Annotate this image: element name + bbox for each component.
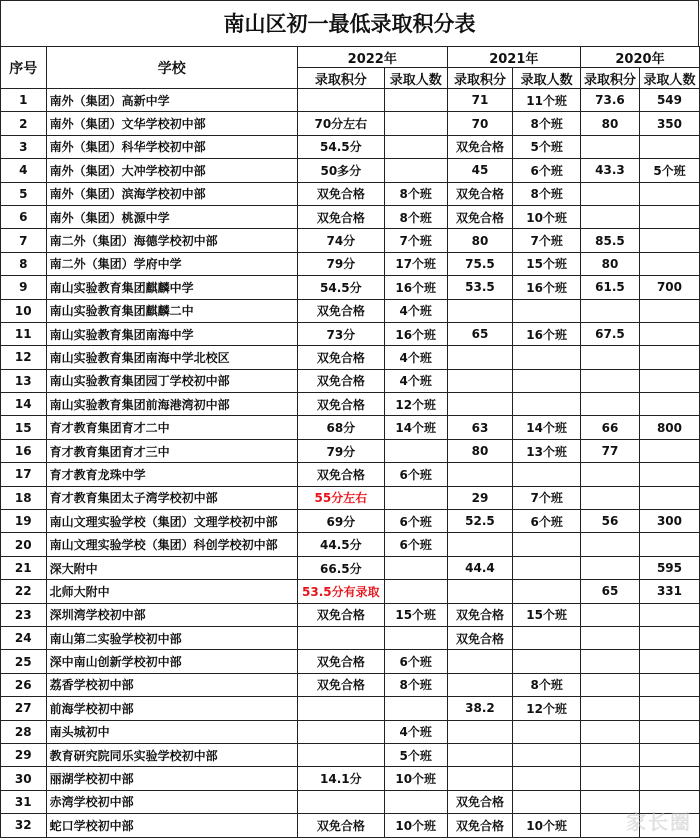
row-count-2021 bbox=[513, 346, 581, 369]
row-score-2020 bbox=[580, 299, 639, 322]
row-count-2021 bbox=[513, 463, 581, 486]
row-score-2021 bbox=[447, 369, 513, 392]
row-score-2021: 双免合格 bbox=[447, 814, 513, 837]
table-row bbox=[1, 276, 700, 299]
row-count-2022: 4个班 bbox=[384, 720, 447, 743]
row-score-2021 bbox=[447, 767, 513, 790]
row-score-2022: 双免合格 bbox=[297, 463, 384, 486]
row-score-2020: 73.6 bbox=[580, 89, 639, 112]
row-score-2022: 79分 bbox=[297, 252, 384, 275]
row-count-2020 bbox=[639, 767, 699, 790]
table-row bbox=[1, 556, 700, 579]
row-seq: 30 bbox=[1, 767, 47, 790]
row-score-2021: 38.2 bbox=[447, 697, 513, 720]
row-count-2022 bbox=[384, 580, 447, 603]
row-count-2022: 6个班 bbox=[384, 510, 447, 533]
row-school: 南外（集团）科华学校初中部 bbox=[46, 135, 297, 158]
row-score-2021: 52.5 bbox=[447, 510, 513, 533]
row-score-2020 bbox=[580, 533, 639, 556]
row-count-2021: 11个班 bbox=[513, 89, 581, 112]
header-school: 学校 bbox=[46, 47, 297, 89]
row-count-2022: 8个班 bbox=[384, 205, 447, 228]
row-score-2020: 43.3 bbox=[580, 159, 639, 182]
row-school: 丽湖学校初中部 bbox=[46, 767, 297, 790]
row-count-2022: 10个班 bbox=[384, 767, 447, 790]
row-count-2021: 5个班 bbox=[513, 135, 581, 158]
row-score-2020: 77 bbox=[580, 439, 639, 462]
row-school: 南山文理实验学校（集团）文理学校初中部 bbox=[46, 510, 297, 533]
table-row bbox=[1, 720, 700, 743]
table-row bbox=[1, 89, 700, 112]
row-count-2020 bbox=[639, 229, 699, 252]
row-score-2020: 65 bbox=[580, 580, 639, 603]
row-count-2021: 16个班 bbox=[513, 276, 581, 299]
row-score-2022: 双免合格 bbox=[297, 299, 384, 322]
row-count-2021: 14个班 bbox=[513, 416, 581, 439]
table-row bbox=[1, 322, 700, 345]
row-score-2021 bbox=[447, 299, 513, 322]
table-row bbox=[1, 439, 700, 462]
row-count-2022 bbox=[384, 439, 447, 462]
row-count-2020 bbox=[639, 463, 699, 486]
row-count-2020: 300 bbox=[639, 510, 699, 533]
row-count-2022: 4个班 bbox=[384, 346, 447, 369]
row-seq: 7 bbox=[1, 229, 47, 252]
header-seq: 序号 bbox=[1, 47, 47, 89]
row-score-2021: 双免合格 bbox=[447, 205, 513, 228]
table-row bbox=[1, 112, 700, 135]
row-count-2022: 8个班 bbox=[384, 673, 447, 696]
row-score-2021: 双免合格 bbox=[447, 626, 513, 649]
row-count-2020 bbox=[639, 603, 699, 626]
row-count-2021 bbox=[513, 767, 581, 790]
row-seq: 11 bbox=[1, 322, 47, 345]
row-score-2021 bbox=[447, 463, 513, 486]
row-count-2022: 15个班 bbox=[384, 603, 447, 626]
row-seq: 20 bbox=[1, 533, 47, 556]
header-count-2020: 录取人数 bbox=[639, 68, 699, 89]
row-count-2021: 10个班 bbox=[513, 814, 581, 837]
row-count-2021 bbox=[513, 580, 581, 603]
row-count-2021: 13个班 bbox=[513, 439, 581, 462]
row-school: 育才教育集团育才二中 bbox=[46, 416, 297, 439]
row-count-2021: 16个班 bbox=[513, 322, 581, 345]
row-seq: 28 bbox=[1, 720, 47, 743]
row-score-2020 bbox=[580, 556, 639, 579]
table-row bbox=[1, 814, 700, 837]
row-seq: 8 bbox=[1, 252, 47, 275]
row-count-2020 bbox=[639, 673, 699, 696]
row-score-2021: 44.4 bbox=[447, 556, 513, 579]
row-score-2022 bbox=[297, 697, 384, 720]
row-score-2020 bbox=[580, 650, 639, 673]
row-score-2020: 80 bbox=[580, 112, 639, 135]
row-count-2020 bbox=[639, 393, 699, 416]
row-score-2021 bbox=[447, 533, 513, 556]
row-count-2020 bbox=[639, 439, 699, 462]
row-school: 南山实验教育集团麒麟二中 bbox=[46, 299, 297, 322]
row-count-2021 bbox=[513, 556, 581, 579]
row-school: 深圳湾学校初中部 bbox=[46, 603, 297, 626]
row-school: 南山实验教育集团前海港湾初中部 bbox=[46, 393, 297, 416]
row-score-2021: 65 bbox=[447, 322, 513, 345]
row-count-2022 bbox=[384, 790, 447, 813]
row-score-2022 bbox=[297, 743, 384, 766]
table-row bbox=[1, 510, 700, 533]
row-score-2022: 14.1分 bbox=[297, 767, 384, 790]
row-score-2021 bbox=[447, 346, 513, 369]
row-count-2020: 700 bbox=[639, 276, 699, 299]
header-year-2021: 2021年 bbox=[447, 47, 580, 68]
row-school: 南山文理实验学校（集团）科创学校初中部 bbox=[46, 533, 297, 556]
row-count-2020 bbox=[639, 743, 699, 766]
row-score-2020 bbox=[580, 393, 639, 416]
row-count-2022: 6个班 bbox=[384, 650, 447, 673]
row-score-2021: 双免合格 bbox=[447, 790, 513, 813]
row-score-2022: 双免合格 bbox=[297, 650, 384, 673]
row-school: 南山实验教育集团麒麟中学 bbox=[46, 276, 297, 299]
row-count-2020: 5个班 bbox=[639, 159, 699, 182]
row-seq: 19 bbox=[1, 510, 47, 533]
row-score-2022 bbox=[297, 89, 384, 112]
row-score-2022: 双免合格 bbox=[297, 369, 384, 392]
row-school: 南山第二实验学校初中部 bbox=[46, 626, 297, 649]
row-score-2022 bbox=[297, 790, 384, 813]
row-count-2020 bbox=[639, 650, 699, 673]
row-count-2020 bbox=[639, 626, 699, 649]
row-seq: 13 bbox=[1, 369, 47, 392]
row-score-2020 bbox=[580, 767, 639, 790]
row-score-2022: 双免合格 bbox=[297, 182, 384, 205]
row-score-2021: 75.5 bbox=[447, 252, 513, 275]
row-seq: 27 bbox=[1, 697, 47, 720]
row-score-2022: 73分 bbox=[297, 322, 384, 345]
row-count-2020 bbox=[639, 182, 699, 205]
row-score-2022: 70分左右 bbox=[297, 112, 384, 135]
row-count-2022: 5个班 bbox=[384, 743, 447, 766]
table-row bbox=[1, 626, 700, 649]
row-score-2022: 双免合格 bbox=[297, 673, 384, 696]
row-count-2020: 800 bbox=[639, 416, 699, 439]
row-count-2020: 331 bbox=[639, 580, 699, 603]
row-school: 深中南山创新学校初中部 bbox=[46, 650, 297, 673]
row-score-2020 bbox=[580, 346, 639, 369]
row-count-2022 bbox=[384, 112, 447, 135]
row-count-2022: 14个班 bbox=[384, 416, 447, 439]
row-count-2021: 8个班 bbox=[513, 112, 581, 135]
row-seq: 31 bbox=[1, 790, 47, 813]
row-seq: 22 bbox=[1, 580, 47, 603]
row-seq: 18 bbox=[1, 486, 47, 509]
table-row bbox=[1, 416, 700, 439]
row-count-2022: 6个班 bbox=[384, 463, 447, 486]
row-count-2022 bbox=[384, 159, 447, 182]
table-row bbox=[1, 299, 700, 322]
row-count-2021 bbox=[513, 626, 581, 649]
row-score-2022: 双免合格 bbox=[297, 814, 384, 837]
row-count-2022 bbox=[384, 135, 447, 158]
row-count-2021: 6个班 bbox=[513, 159, 581, 182]
row-school: 南外（集团）滨海学校初中部 bbox=[46, 182, 297, 205]
row-score-2022: 双免合格 bbox=[297, 205, 384, 228]
row-count-2022 bbox=[384, 486, 447, 509]
row-score-2021: 双免合格 bbox=[447, 603, 513, 626]
row-count-2021 bbox=[513, 650, 581, 673]
row-seq: 32 bbox=[1, 814, 47, 837]
row-count-2020: 350 bbox=[639, 112, 699, 135]
row-score-2020 bbox=[580, 486, 639, 509]
row-seq: 14 bbox=[1, 393, 47, 416]
table-row bbox=[1, 369, 700, 392]
row-score-2022: 双免合格 bbox=[297, 393, 384, 416]
table-row bbox=[1, 767, 700, 790]
row-seq: 17 bbox=[1, 463, 47, 486]
table-row bbox=[1, 393, 700, 416]
row-school: 蛇口学校初中部 bbox=[46, 814, 297, 837]
row-count-2022 bbox=[384, 697, 447, 720]
table-row bbox=[1, 790, 700, 813]
row-count-2022: 17个班 bbox=[384, 252, 447, 275]
row-score-2021: 80 bbox=[447, 229, 513, 252]
header-year-2022: 2022年 bbox=[297, 47, 447, 68]
row-score-2021: 45 bbox=[447, 159, 513, 182]
row-count-2021: 8个班 bbox=[513, 673, 581, 696]
row-count-2021: 12个班 bbox=[513, 697, 581, 720]
row-score-2020 bbox=[580, 720, 639, 743]
row-score-2021: 80 bbox=[447, 439, 513, 462]
row-school: 南山实验教育集团南海中学 bbox=[46, 322, 297, 345]
row-count-2021: 15个班 bbox=[513, 252, 581, 275]
row-count-2020 bbox=[639, 299, 699, 322]
row-count-2021: 6个班 bbox=[513, 510, 581, 533]
row-count-2021 bbox=[513, 533, 581, 556]
table-row bbox=[1, 486, 700, 509]
row-school: 北师大附中 bbox=[46, 580, 297, 603]
row-seq: 2 bbox=[1, 112, 47, 135]
row-score-2022 bbox=[297, 626, 384, 649]
row-score-2022: 双免合格 bbox=[297, 346, 384, 369]
row-count-2021: 8个班 bbox=[513, 182, 581, 205]
row-count-2020 bbox=[639, 322, 699, 345]
row-seq: 6 bbox=[1, 205, 47, 228]
table-row bbox=[1, 205, 700, 228]
row-school: 荔香学校初中部 bbox=[46, 673, 297, 696]
row-count-2020 bbox=[639, 135, 699, 158]
row-school: 深大附中 bbox=[46, 556, 297, 579]
row-count-2020 bbox=[639, 252, 699, 275]
admission-score-table bbox=[0, 46, 700, 838]
row-score-2022: 53.5分有录取 bbox=[297, 580, 384, 603]
row-school: 南外（集团）桃源中学 bbox=[46, 205, 297, 228]
row-score-2022: 79分 bbox=[297, 439, 384, 462]
row-count-2021 bbox=[513, 720, 581, 743]
table-row bbox=[1, 697, 700, 720]
page-title: 南山区初一最低录取积分表 bbox=[0, 0, 699, 46]
row-seq: 21 bbox=[1, 556, 47, 579]
header-year-2020: 2020年 bbox=[580, 47, 699, 68]
row-school: 南二外（集团）海德学校初中部 bbox=[46, 229, 297, 252]
table-row bbox=[1, 533, 700, 556]
row-score-2020 bbox=[580, 205, 639, 228]
row-score-2020 bbox=[580, 673, 639, 696]
table-row bbox=[1, 673, 700, 696]
row-count-2022: 7个班 bbox=[384, 229, 447, 252]
header-score-2022: 录取积分 bbox=[297, 68, 384, 89]
table-row bbox=[1, 650, 700, 673]
row-count-2020: 549 bbox=[639, 89, 699, 112]
watermark: 家长圈 bbox=[626, 810, 692, 834]
row-score-2020 bbox=[580, 182, 639, 205]
row-count-2022 bbox=[384, 626, 447, 649]
row-score-2020: 66 bbox=[580, 416, 639, 439]
row-count-2020 bbox=[639, 720, 699, 743]
row-score-2021 bbox=[447, 393, 513, 416]
header-count-2021: 录取人数 bbox=[513, 68, 581, 89]
row-score-2020 bbox=[580, 626, 639, 649]
row-score-2022: 双免合格 bbox=[297, 603, 384, 626]
row-school: 育才教育集团太子湾学校初中部 bbox=[46, 486, 297, 509]
row-count-2021 bbox=[513, 369, 581, 392]
row-score-2021: 63 bbox=[447, 416, 513, 439]
row-school: 南山实验教育集团园丁学校初中部 bbox=[46, 369, 297, 392]
row-seq: 15 bbox=[1, 416, 47, 439]
row-school: 育才教育集团育才三中 bbox=[46, 439, 297, 462]
row-seq: 12 bbox=[1, 346, 47, 369]
row-score-2022: 68分 bbox=[297, 416, 384, 439]
row-school: 赤湾学校初中部 bbox=[46, 790, 297, 813]
row-score-2021 bbox=[447, 580, 513, 603]
row-score-2021: 53.5 bbox=[447, 276, 513, 299]
row-count-2022 bbox=[384, 556, 447, 579]
table-row bbox=[1, 252, 700, 275]
row-seq: 10 bbox=[1, 299, 47, 322]
row-count-2020 bbox=[639, 486, 699, 509]
row-seq: 26 bbox=[1, 673, 47, 696]
table-row bbox=[1, 229, 700, 252]
row-school: 前海学校初中部 bbox=[46, 697, 297, 720]
row-seq: 4 bbox=[1, 159, 47, 182]
row-seq: 5 bbox=[1, 182, 47, 205]
row-score-2021 bbox=[447, 720, 513, 743]
row-score-2022: 74分 bbox=[297, 229, 384, 252]
row-school: 南二外（集团）学府中学 bbox=[46, 252, 297, 275]
row-score-2022: 54.5分 bbox=[297, 276, 384, 299]
row-score-2022: 66.5分 bbox=[297, 556, 384, 579]
row-score-2020: 67.5 bbox=[580, 322, 639, 345]
row-count-2020 bbox=[639, 533, 699, 556]
table-row bbox=[1, 346, 700, 369]
row-score-2021: 71 bbox=[447, 89, 513, 112]
row-count-2022: 6个班 bbox=[384, 533, 447, 556]
row-count-2022: 4个班 bbox=[384, 299, 447, 322]
row-score-2022: 44.5分 bbox=[297, 533, 384, 556]
row-count-2022: 16个班 bbox=[384, 322, 447, 345]
row-score-2020 bbox=[580, 743, 639, 766]
row-count-2021: 15个班 bbox=[513, 603, 581, 626]
row-count-2021 bbox=[513, 299, 581, 322]
row-count-2022: 12个班 bbox=[384, 393, 447, 416]
row-score-2022: 55分左右 bbox=[297, 486, 384, 509]
row-count-2020 bbox=[639, 369, 699, 392]
row-seq: 3 bbox=[1, 135, 47, 158]
header-count-2022: 录取人数 bbox=[384, 68, 447, 89]
row-count-2022: 4个班 bbox=[384, 369, 447, 392]
row-seq: 9 bbox=[1, 276, 47, 299]
row-count-2022: 8个班 bbox=[384, 182, 447, 205]
table-row bbox=[1, 182, 700, 205]
row-school: 育才教育龙珠中学 bbox=[46, 463, 297, 486]
row-count-2020: 595 bbox=[639, 556, 699, 579]
row-seq: 23 bbox=[1, 603, 47, 626]
table-row bbox=[1, 603, 700, 626]
row-score-2020 bbox=[580, 463, 639, 486]
row-score-2021: 双免合格 bbox=[447, 182, 513, 205]
row-score-2020 bbox=[580, 603, 639, 626]
table-row bbox=[1, 159, 700, 182]
row-seq: 29 bbox=[1, 743, 47, 766]
row-count-2022 bbox=[384, 89, 447, 112]
row-score-2021 bbox=[447, 673, 513, 696]
row-count-2020 bbox=[639, 697, 699, 720]
row-seq: 1 bbox=[1, 89, 47, 112]
row-count-2021: 7个班 bbox=[513, 229, 581, 252]
row-school: 南外（集团）文华学校初中部 bbox=[46, 112, 297, 135]
row-score-2021 bbox=[447, 650, 513, 673]
row-count-2020 bbox=[639, 205, 699, 228]
row-score-2021 bbox=[447, 743, 513, 766]
row-count-2022: 16个班 bbox=[384, 276, 447, 299]
row-count-2020 bbox=[639, 346, 699, 369]
row-count-2021 bbox=[513, 743, 581, 766]
header-score-2020: 录取积分 bbox=[580, 68, 639, 89]
row-score-2022: 50多分 bbox=[297, 159, 384, 182]
table-row bbox=[1, 580, 700, 603]
table-row bbox=[1, 463, 700, 486]
row-count-2021 bbox=[513, 790, 581, 813]
row-score-2020 bbox=[580, 697, 639, 720]
row-school: 南外（集团）大冲学校初中部 bbox=[46, 159, 297, 182]
row-score-2020 bbox=[580, 369, 639, 392]
row-score-2022: 69分 bbox=[297, 510, 384, 533]
row-count-2021: 10个班 bbox=[513, 205, 581, 228]
row-count-2021: 7个班 bbox=[513, 486, 581, 509]
row-score-2021: 70 bbox=[447, 112, 513, 135]
row-score-2021: 双免合格 bbox=[447, 135, 513, 158]
row-school: 南外（集团）高新中学 bbox=[46, 89, 297, 112]
row-school: 南头城初中 bbox=[46, 720, 297, 743]
row-score-2020 bbox=[580, 135, 639, 158]
row-seq: 24 bbox=[1, 626, 47, 649]
row-count-2021 bbox=[513, 393, 581, 416]
row-score-2020: 61.5 bbox=[580, 276, 639, 299]
table-row bbox=[1, 135, 700, 158]
row-score-2020: 80 bbox=[580, 252, 639, 275]
table-row bbox=[1, 743, 700, 766]
row-count-2022: 10个班 bbox=[384, 814, 447, 837]
row-score-2020: 85.5 bbox=[580, 229, 639, 252]
row-score-2021: 29 bbox=[447, 486, 513, 509]
row-score-2022: 54.5分 bbox=[297, 135, 384, 158]
row-school: 教育研究院同乐实验学校初中部 bbox=[46, 743, 297, 766]
row-seq: 16 bbox=[1, 439, 47, 462]
row-school: 南山实验教育集团南海中学北校区 bbox=[46, 346, 297, 369]
row-score-2022 bbox=[297, 720, 384, 743]
header-score-2021: 录取积分 bbox=[447, 68, 513, 89]
row-score-2020: 56 bbox=[580, 510, 639, 533]
row-seq: 25 bbox=[1, 650, 47, 673]
